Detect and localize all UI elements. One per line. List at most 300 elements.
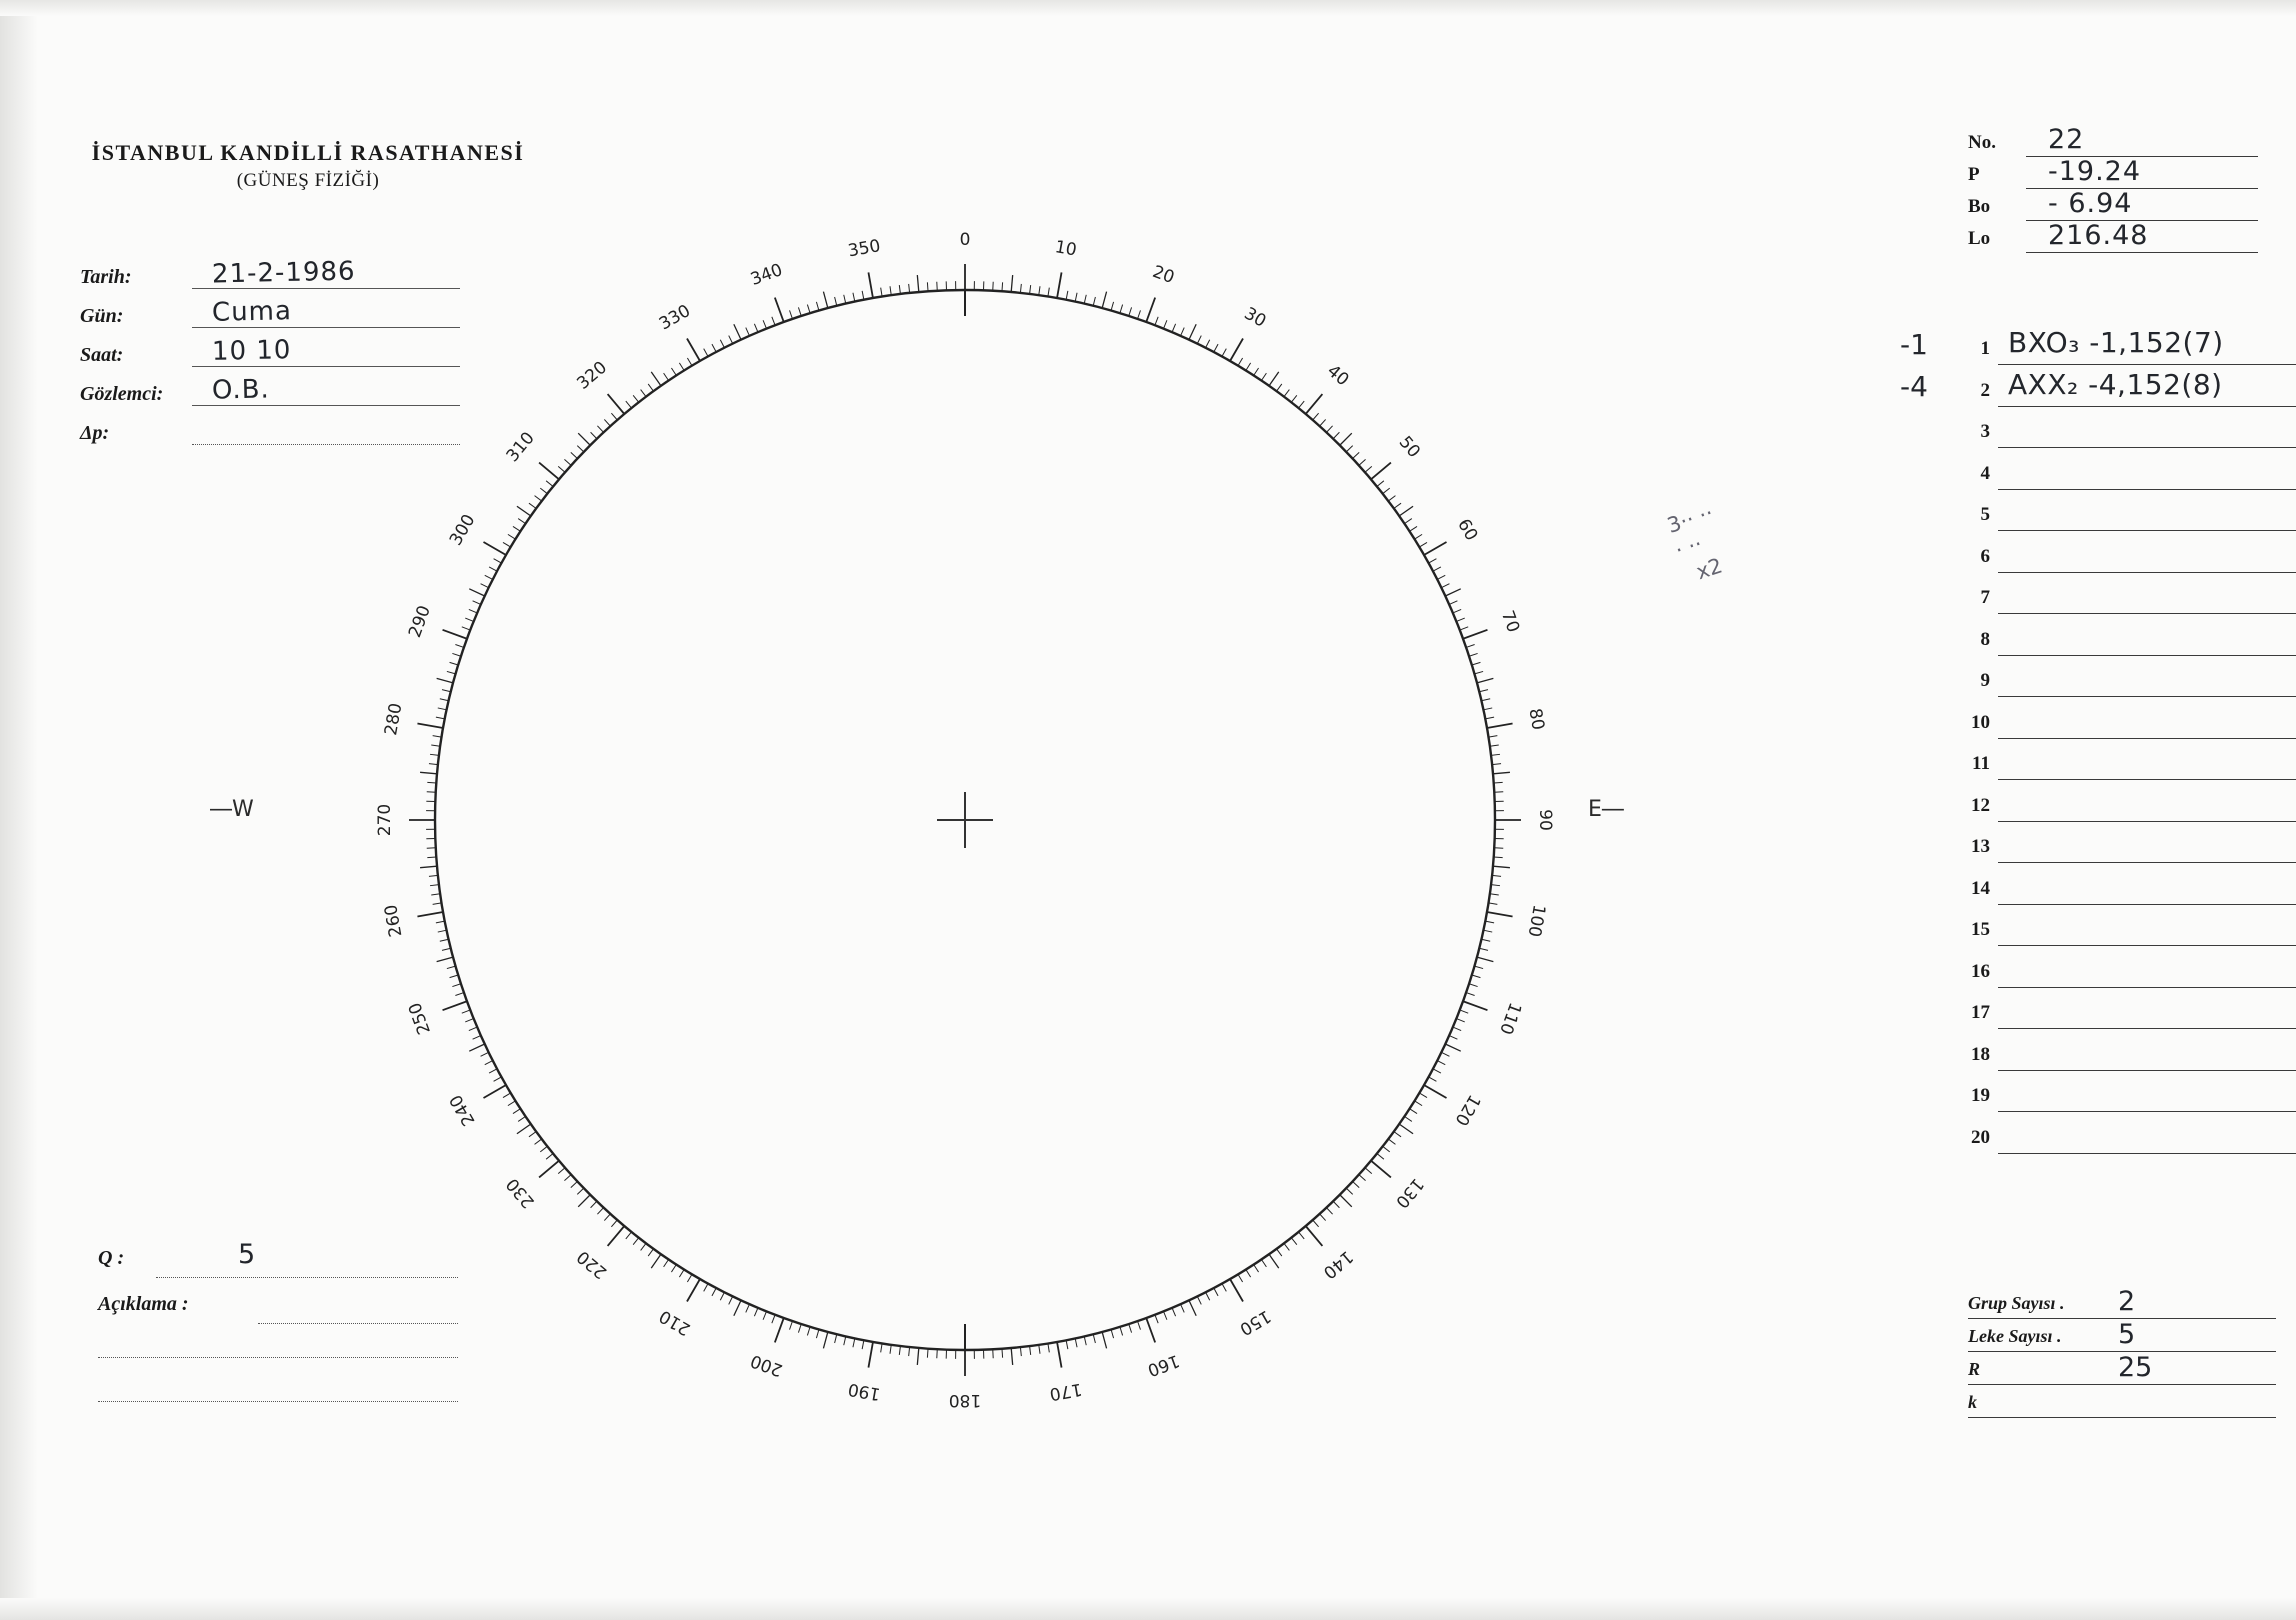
field-label-2: Saat:	[80, 344, 124, 366]
field-value-0[interactable]: 21-2-1986	[211, 256, 356, 290]
tick-17	[1120, 305, 1123, 314]
summary-label-0: Grup Sayısı .	[1968, 1293, 2065, 1313]
tick-247	[469, 1027, 477, 1031]
group-rule-20	[1998, 1153, 2296, 1154]
group-rule-4	[1998, 489, 2296, 490]
group-value-2[interactable]: AXX₂ -4,152(8)	[2008, 367, 2223, 401]
group-row-10	[1960, 704, 2280, 746]
group-rule-15	[1998, 945, 2296, 946]
tick-194	[835, 1334, 837, 1343]
tick-label-130: 130	[1391, 1173, 1428, 1212]
tick-312	[564, 459, 571, 465]
tick-109	[1466, 993, 1475, 996]
group-number-4: 4	[1980, 462, 1990, 484]
tick-95	[1493, 866, 1510, 867]
group-rule-13	[1998, 862, 2296, 863]
tick-7	[1030, 285, 1031, 294]
tick-label-250: 250	[405, 999, 435, 1038]
tick-label-100: 100	[1523, 903, 1549, 939]
tick-16	[1111, 302, 1113, 311]
tick-339	[772, 317, 775, 325]
tick-label-110: 110	[1495, 999, 1525, 1038]
tick-139	[1313, 1220, 1319, 1227]
tick-225	[578, 1195, 590, 1207]
east-arrow-icon: ―	[1601, 797, 1624, 822]
tick-119	[1429, 1077, 1437, 1081]
field-value-1[interactable]: Cuma	[211, 296, 293, 328]
tick-60	[1424, 542, 1447, 555]
tick-20	[1146, 298, 1155, 322]
tick-223	[597, 1208, 603, 1215]
tick-19	[1138, 310, 1141, 319]
tick-246	[473, 1036, 481, 1040]
group-rule-10	[1998, 738, 2296, 739]
tick-217	[641, 1243, 646, 1250]
tick-label-330: 330	[655, 300, 695, 335]
tick-label-30: 30	[1240, 303, 1270, 332]
tick-319	[611, 413, 617, 420]
tick-308	[540, 488, 547, 494]
tick-327	[671, 368, 676, 376]
tick-238	[508, 1101, 516, 1106]
summary-value-2[interactable]: 25	[2118, 1352, 2153, 1383]
tick-314	[577, 446, 583, 452]
tick-254	[447, 966, 456, 968]
tick-49	[1365, 466, 1372, 472]
tick-150	[1230, 1279, 1243, 1302]
tick-260	[417, 912, 443, 917]
group-rule-2	[1998, 406, 2296, 407]
tick-222	[604, 1214, 610, 1221]
tick-68	[1456, 618, 1464, 621]
tick-249	[462, 1010, 470, 1013]
group-number-17: 17	[1971, 1002, 1990, 1023]
group-row-17	[1960, 994, 2280, 1036]
tick-9	[1048, 288, 1049, 297]
tick-label-170: 170	[1048, 1378, 1084, 1404]
tick-303	[513, 526, 521, 531]
tick-348	[853, 293, 855, 302]
group-row-7	[1960, 579, 2280, 621]
tick-52	[1383, 488, 1390, 494]
tick-86	[1494, 782, 1503, 783]
tick-18	[1129, 307, 1132, 316]
tick-label-340: 340	[747, 260, 786, 290]
tick-219	[626, 1232, 632, 1239]
group-number-20: 20	[1971, 1126, 1990, 1148]
field-value-2[interactable]: 10 10	[211, 335, 292, 367]
tick-189	[881, 1343, 882, 1352]
group-row-8	[1960, 621, 2280, 663]
tick-115	[1445, 1044, 1460, 1051]
tick-146	[1261, 1259, 1266, 1266]
tick-332	[712, 344, 716, 352]
tick-257	[440, 939, 449, 941]
parameter-label-1: P	[1968, 164, 1980, 185]
tick-274	[427, 782, 436, 783]
tick-347	[844, 295, 846, 304]
field-label-0: Tarih:	[80, 266, 132, 288]
group-mark-2: -4	[1900, 369, 1928, 403]
tick-82	[1490, 745, 1499, 746]
organization-subtitle: (GÜNEŞ FİZİĞİ)	[236, 170, 380, 191]
tick-354	[909, 284, 910, 293]
parameter-value-0[interactable]: 22	[2048, 124, 2085, 155]
tick-73	[1472, 662, 1481, 665]
tick-352	[890, 286, 891, 295]
tick-14	[1093, 297, 1095, 306]
tick-166	[1093, 1334, 1095, 1343]
tick-262	[431, 894, 440, 895]
tick-315	[578, 433, 590, 445]
tick-138	[1320, 1214, 1326, 1221]
tick-79	[1485, 717, 1494, 719]
tick-77	[1481, 699, 1490, 701]
tick-25	[1189, 324, 1196, 339]
tick-266	[427, 857, 436, 858]
tick-299	[494, 559, 502, 563]
summary-rule-2	[1968, 1384, 2276, 1385]
tick-226	[577, 1188, 583, 1194]
tick-326	[664, 373, 669, 380]
tick-46	[1346, 446, 1352, 452]
tick-label-40: 40	[1323, 361, 1353, 391]
summary-value-1[interactable]: 5	[2118, 1319, 2136, 1350]
tick-346	[835, 297, 837, 306]
group-number-10: 10	[1971, 711, 1990, 733]
tick-15	[1102, 292, 1106, 308]
tick-29	[1222, 349, 1226, 357]
tick-124	[1404, 1116, 1411, 1121]
tick-151	[1222, 1284, 1226, 1292]
group-number-16: 16	[1971, 960, 1990, 982]
tick-54	[1394, 503, 1401, 508]
tick-66	[1449, 601, 1457, 605]
tick-300	[483, 542, 506, 555]
west-arrow-icon: ―	[210, 797, 232, 822]
tick-159	[1155, 1315, 1158, 1323]
page-edge-left	[0, 0, 38, 1620]
tick-label-230: 230	[502, 1173, 539, 1212]
tick-129	[1377, 1154, 1384, 1160]
tick-62	[1433, 567, 1441, 571]
tick-170	[1057, 1342, 1062, 1368]
tick-276	[429, 764, 438, 765]
tick-196	[816, 1329, 818, 1338]
tick-253	[450, 975, 459, 978]
tick-127	[1388, 1139, 1395, 1144]
tick-263	[430, 885, 439, 886]
tick-74	[1474, 671, 1483, 673]
tick-199	[790, 1321, 793, 1330]
tick-283	[440, 699, 449, 701]
group-row-2	[1900, 367, 2280, 414]
tick-6	[1020, 284, 1021, 293]
tick-21	[1155, 317, 1158, 325]
tick-13	[1084, 295, 1086, 304]
tick-144	[1277, 1249, 1282, 1256]
tick-53	[1388, 496, 1395, 501]
tick-126	[1394, 1132, 1401, 1137]
tick-239	[503, 1093, 511, 1098]
group-row-5	[1960, 496, 2280, 538]
tick-188	[890, 1345, 891, 1354]
tick-102	[1483, 930, 1492, 932]
group-number-7: 7	[1980, 587, 1990, 608]
tick-70	[1463, 630, 1487, 639]
tick-107	[1472, 975, 1481, 978]
group-rule-8	[1998, 655, 2296, 656]
tick-130	[1371, 1161, 1391, 1178]
group-value-1[interactable]: BXO₃ -1,152(7)	[2008, 326, 2224, 359]
tick-65	[1445, 589, 1460, 596]
tick-280	[417, 723, 443, 728]
tick-201	[772, 1315, 775, 1323]
tick-156	[1181, 1304, 1185, 1312]
tick-37	[1284, 390, 1289, 397]
tick-243	[485, 1061, 493, 1065]
tick-212	[679, 1269, 684, 1277]
tick-34	[1261, 373, 1266, 380]
tick-317	[597, 426, 603, 433]
tick-228	[564, 1175, 571, 1181]
tick-205	[734, 1300, 741, 1315]
tick-209	[704, 1284, 708, 1292]
tick-287	[450, 662, 459, 665]
tick-289	[455, 645, 464, 648]
tick-105	[1477, 957, 1493, 961]
tick-75	[1477, 678, 1493, 682]
tick-233	[535, 1139, 542, 1144]
tick-291	[462, 627, 470, 630]
tick-203	[754, 1308, 758, 1316]
tick-5	[1011, 275, 1012, 292]
tick-36	[1277, 384, 1282, 391]
group-rule-1	[1998, 364, 2296, 365]
tick-164	[1111, 1329, 1113, 1338]
group-number-14: 14	[1971, 877, 1990, 899]
tick-141	[1299, 1232, 1305, 1239]
tick-218	[633, 1238, 639, 1245]
tick-214	[664, 1259, 669, 1266]
q-label: Q :	[98, 1247, 125, 1269]
tick-label-310: 310	[502, 428, 539, 467]
tick-85	[1493, 772, 1510, 773]
tick-140	[1306, 1226, 1323, 1246]
tick-72	[1469, 653, 1478, 656]
tick-23	[1172, 324, 1176, 332]
group-row-16	[1960, 953, 2280, 995]
tick-258	[438, 930, 447, 932]
tick-240	[483, 1085, 506, 1098]
group-number-12: 12	[1971, 794, 1990, 816]
tick-202	[763, 1311, 766, 1319]
tick-147	[1254, 1265, 1259, 1273]
tick-142	[1291, 1238, 1297, 1245]
tick-160	[1146, 1318, 1155, 1342]
tick-169	[1066, 1340, 1068, 1349]
summary-row-1	[1968, 1319, 2258, 1356]
tick-30	[1230, 338, 1243, 361]
field-label-1: Gün:	[80, 305, 124, 327]
tick-328	[679, 363, 684, 371]
tick-224	[591, 1201, 597, 1207]
tick-338	[763, 320, 766, 328]
field-value-3[interactable]: O.B.	[211, 374, 271, 406]
q-value[interactable]: 5	[238, 1239, 257, 1270]
group-rule-7	[1998, 613, 2296, 614]
tick-316	[591, 432, 597, 438]
tick-label-50: 50	[1394, 432, 1424, 462]
tick-158	[1164, 1311, 1167, 1319]
group-row-6	[1960, 538, 2280, 580]
tick-22	[1164, 320, 1167, 328]
tick-324	[648, 384, 653, 391]
summary-value-0[interactable]: 2	[2118, 1286, 2136, 1317]
tick-label-160: 160	[1144, 1350, 1183, 1380]
tick-label-270: 270	[375, 803, 395, 837]
tick-176	[1002, 1349, 1003, 1358]
tick-110	[1463, 1001, 1487, 1010]
tick-98	[1490, 894, 1499, 895]
group-rule-18	[1998, 1070, 2296, 1071]
parameter-value-3[interactable]: 216.48	[2048, 220, 2149, 251]
group-number-1: 1	[1980, 338, 1990, 359]
group-number-11: 11	[1972, 753, 1990, 774]
summary-label-3: k	[1968, 1392, 1977, 1412]
tick-label-320: 320	[573, 357, 612, 394]
tick-31	[1238, 358, 1243, 366]
tick-41	[1313, 413, 1319, 420]
group-number-9: 9	[1980, 670, 1990, 691]
tick-97	[1491, 885, 1500, 886]
tick-292	[465, 618, 473, 621]
tick-61	[1429, 559, 1437, 563]
tick-343	[807, 305, 810, 314]
tick-198	[798, 1324, 801, 1333]
tick-163	[1120, 1327, 1123, 1336]
tick-320	[608, 394, 625, 414]
group-row-12	[1960, 787, 2280, 829]
tick-294	[473, 601, 481, 605]
tick-33	[1254, 368, 1259, 376]
tick-label-240: 240	[445, 1090, 480, 1130]
summary-row-0	[1968, 1286, 2258, 1323]
tick-45	[1340, 433, 1352, 445]
group-number-6: 6	[1980, 545, 1990, 567]
tick-32	[1246, 363, 1251, 371]
tick-197	[807, 1327, 810, 1336]
tick-286	[447, 671, 456, 673]
tick-label-190: 190	[846, 1378, 882, 1404]
tick-306	[529, 503, 536, 508]
tick-101	[1485, 921, 1494, 923]
group-number-19: 19	[1971, 1085, 1990, 1106]
tick-279	[433, 736, 442, 737]
tick-94	[1494, 857, 1503, 858]
tick-71	[1466, 645, 1475, 648]
summary-label-1: Leke Sayısı .	[1968, 1326, 2062, 1346]
group-number-5: 5	[1980, 504, 1990, 525]
tick-309	[546, 481, 553, 487]
tick-334	[729, 336, 733, 344]
tick-label-220: 220	[573, 1246, 612, 1283]
tick-282	[438, 708, 447, 710]
group-rule-5	[1998, 530, 2296, 531]
tick-63	[1437, 575, 1445, 579]
tick-187	[899, 1346, 900, 1355]
tick-341	[790, 310, 793, 319]
tick-242	[489, 1069, 497, 1073]
west-label: W	[232, 797, 254, 822]
tick-307	[535, 496, 542, 501]
tick-325	[651, 372, 661, 386]
tick-114	[1449, 1036, 1457, 1040]
summary-rule-3	[1968, 1417, 2276, 1418]
tick-264	[429, 875, 438, 876]
tick-259	[436, 921, 445, 923]
group-rule-3	[1998, 447, 2296, 448]
group-number-8: 8	[1980, 628, 1990, 650]
tick-155	[1189, 1300, 1196, 1315]
tick-108	[1469, 984, 1478, 987]
tick-81	[1488, 736, 1497, 737]
group-row-13	[1960, 828, 2280, 870]
group-row-18	[1960, 1036, 2280, 1078]
tick-24	[1181, 328, 1185, 336]
parameter-value-2[interactable]: - 6.94	[2048, 188, 2133, 219]
tick-112	[1456, 1019, 1464, 1022]
tick-100	[1487, 912, 1513, 917]
tick-192	[853, 1338, 855, 1347]
tick-190	[868, 1342, 873, 1368]
tick-8	[1039, 286, 1040, 295]
tick-211	[687, 1274, 692, 1282]
tick-345	[823, 292, 827, 308]
tick-125	[1399, 1124, 1413, 1134]
tick-230	[539, 1161, 559, 1178]
field-label-4: Δp:	[80, 422, 110, 444]
tick-label-70: 70	[1496, 608, 1524, 636]
tick-244	[481, 1052, 489, 1056]
tick-304	[518, 519, 525, 524]
tick-152	[1214, 1288, 1218, 1296]
tick-210	[687, 1279, 700, 1302]
tick-137	[1326, 1208, 1332, 1215]
tick-76	[1479, 690, 1488, 692]
tick-186	[909, 1347, 910, 1356]
field-label-3: Gözlemci:	[80, 383, 164, 405]
tick-label-90: 90	[1535, 809, 1555, 831]
tick-256	[442, 948, 451, 950]
tick-248	[465, 1019, 473, 1022]
tick-231	[546, 1154, 553, 1160]
group-number-3: 3	[1980, 421, 1990, 442]
tick-255	[437, 957, 453, 961]
tick-298	[489, 567, 497, 571]
organization-name: İSTANBUL KANDİLLİ RASATHANESİ	[91, 140, 525, 165]
tick-label-260: 260	[381, 903, 407, 939]
tick-165	[1102, 1332, 1106, 1348]
tick-78	[1483, 708, 1492, 710]
tick-353	[899, 285, 900, 294]
parameter-value-1[interactable]: -19.24	[2048, 156, 2142, 187]
group-number-18: 18	[1971, 1043, 1990, 1065]
tick-80	[1487, 723, 1513, 728]
tick-232	[540, 1146, 547, 1152]
group-rule-9	[1998, 696, 2296, 697]
tick-200	[775, 1318, 784, 1342]
